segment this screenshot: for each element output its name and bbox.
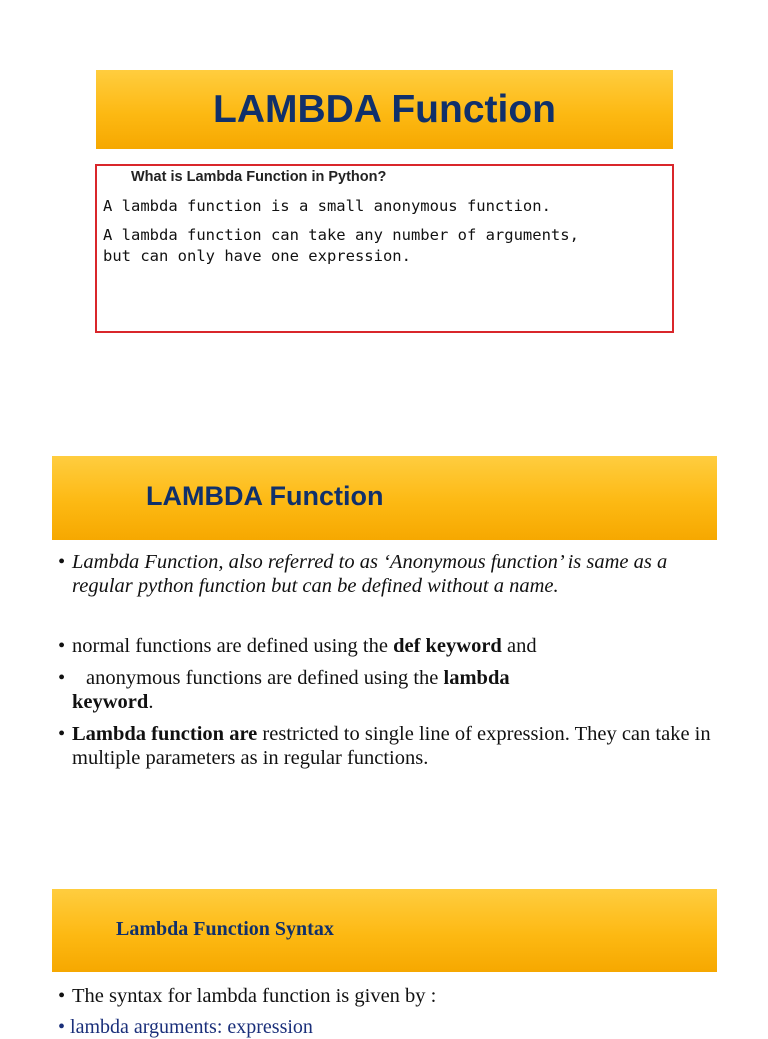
bullet-dot: •: [58, 635, 66, 657]
definition-line-3: but can only have one expression.: [103, 247, 411, 265]
slide3-title-banner: [52, 889, 717, 972]
definition-line-1: A lambda function is a small anonymous function.: [103, 197, 551, 215]
bullet-syntax-intro: [58, 984, 714, 1008]
bullet-dot: •: [58, 723, 66, 745]
definition-line-2: A lambda function can take any number of arguments,: [103, 226, 579, 244]
slide1-title: LAMBDA Function: [213, 87, 556, 131]
syntax-text: lambda arguments: expression: [70, 1016, 313, 1038]
bullet-syntax-partial: • lambda arguments: expression: [58, 1016, 313, 1038]
bullet-def-keyword: [58, 634, 714, 658]
slide3-title: Lambda Function Syntax: [116, 918, 334, 940]
bullet-text: normal functions are defined using the def keyword and: [72, 635, 537, 657]
bullet-restriction: [58, 722, 714, 770]
slide2-title-banner: [52, 456, 717, 540]
lambda-function-are-text: Lambda function are: [72, 723, 258, 745]
bullet-anonymous-definition: [58, 550, 714, 598]
slide2-title: LAMBDA Function: [146, 481, 384, 511]
bullet-text: Lambda Function, also referred to as ‘Anonymous function’ is same as a regular python function but can be defined without a name.: [72, 551, 668, 597]
bullet-dot: •: [58, 985, 66, 1007]
bullet-text: anonymous functions are defined using the lambda keyword.: [72, 667, 510, 713]
bullet-text: The syntax for lambda function is given by :: [72, 985, 437, 1007]
bullet-dot: •: [58, 667, 66, 689]
def-keyword-text: def keyword: [393, 635, 502, 657]
lambda-keyword-text: lambda: [443, 667, 510, 689]
bullet-lambda-keyword: [58, 666, 714, 714]
definition-box: [95, 164, 674, 333]
bullet-dot: •: [58, 551, 66, 573]
slide1-title-banner: [96, 70, 673, 149]
definition-question: What is Lambda Function in Python?: [131, 169, 387, 185]
bullet-text: Lambda function are restricted to single line of expression. They can take in multiple parameters as in regular functions.: [72, 723, 711, 769]
